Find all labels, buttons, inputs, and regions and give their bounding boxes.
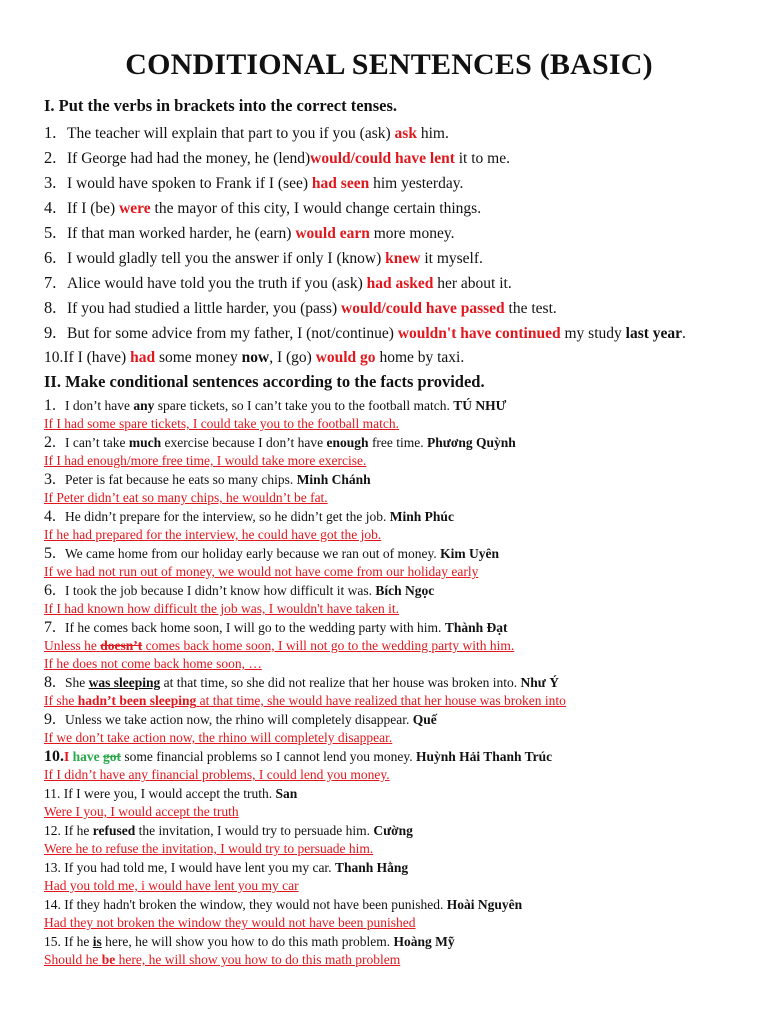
student-name: Thành Đạt	[444, 620, 508, 635]
s2-answer-9: If we don’t take action now, the rhino will completely disappear.	[44, 730, 393, 745]
answer: had seen	[311, 175, 370, 192]
s2-item-13: 13. If you had told me, I would have lent you my car. Thanh Hằng	[44, 860, 409, 875]
answer: would earn	[295, 225, 370, 242]
s1-item-3: 3. I would have spoken to Frank if I (see) had seen him yesterday.	[44, 173, 464, 192]
s2-item-7: 7. If he comes back home soon, I will go to the wedding party with him. Thành Đạt	[44, 619, 508, 636]
s2-item-5: 5. We came home from our holiday early because we ran out of money. Kim Uyên	[44, 545, 500, 562]
student-name: Bích Ngọc	[375, 583, 435, 598]
s2-item-2: 2. I can’t take much exercise because I don’t have enough free time. Phương Quỳnh	[44, 434, 516, 451]
s2-answer-14: Had they not broken the window they would not have been punished	[44, 915, 416, 930]
s2-item-1: 1. I don’t have any spare tickets, so I can’t take you to the football match. TÚ NHƯ	[44, 397, 507, 414]
answer: knew	[385, 250, 421, 267]
worksheet-page	[44, 48, 734, 969]
student-name: Hoài Nguyên	[446, 897, 523, 912]
s2-answer-4: If he had prepared for the interview, he could have got the job.	[44, 527, 382, 542]
student-name: Hoàng Mỹ	[393, 934, 455, 949]
student-name: Thanh Hằng	[334, 860, 409, 875]
student-name: Minh Phúc	[389, 509, 454, 524]
answer: would/could have passed	[341, 300, 505, 317]
s2-answer-5: If we had not run out of money, we would not have come from our holiday early	[44, 564, 479, 579]
s2-answer-7a: Unless he doesn’t comes back home soon, I will not go to the wedding party with him.	[44, 638, 515, 653]
s2-answer-6: If I had known how difficult the job was, I wouldn't have taken it.	[44, 601, 399, 616]
student-name: Cường	[373, 823, 413, 838]
s2-item-3: 3. Peter is fat because he eats so many chips. Minh Chánh	[44, 471, 371, 488]
s2-item-4: 4. He didn’t prepare for the interview, so he didn’t get the job. Minh Phúc	[44, 508, 454, 525]
s2-item-12: 12. If he refused the invitation, I would try to persuade him. Cường	[44, 823, 413, 838]
s2-item-11: 11. If I were you, I would accept the truth. San	[44, 786, 298, 801]
s2-item-8: 8. She was sleeping at that time, so she did not realize that her house was broken into. Như Ý	[44, 674, 560, 691]
s2-item-9: 9. Unless we take action now, the rhino will completely disappear. Quế	[44, 711, 437, 728]
s2-answer-13: Had you told me, i would have lent you my car	[44, 878, 299, 893]
answer: wouldn't have continued	[397, 325, 561, 342]
s1-item-1: 1. The teacher will explain that part to you if you (ask) ask him.	[44, 123, 449, 142]
page-title: CONDITIONAL SENTENCES (BASIC)	[125, 48, 653, 81]
s2-item-10: 10.I have got some financial problems so I cannot lend you money. Huỳnh Hải Thanh Trúc	[44, 748, 553, 765]
student-name: Như Ý	[520, 675, 560, 690]
student-name: Huỳnh Hải Thanh Trúc	[415, 749, 553, 764]
s2-answer-7b: If he does not come back home soon, …	[44, 656, 262, 671]
answer: were	[119, 200, 151, 217]
answer: would/could have lent	[310, 150, 455, 167]
s1-item-9: 9. But for some advice from my father, I (not/continue) wouldn't have continued my study last year.	[44, 323, 686, 342]
s2-item-14: 14. If they hadn't broken the window, they would not have been punished. Hoài Nguyên	[44, 897, 523, 912]
s2-answer-1: If I had some spare tickets, I could take you to the football match.	[44, 416, 400, 431]
s1-item-8: 8. If you had studied a little harder, you (pass) would/could have passed the test.	[44, 298, 557, 317]
student-name: TÚ NHƯ	[453, 398, 507, 413]
s2-answer-15: Should he be here, he will show you how to do this math problem	[44, 952, 401, 967]
s1-item-10: 10.If I (have) had some money now, I (go) would go home by taxi.	[44, 349, 465, 366]
s2-item-6: 6. I took the job because I didn’t know how difficult it was. Bích Ngọc	[44, 582, 435, 599]
section1-heading: I. Put the verbs in brackets into the correct tenses.	[44, 96, 398, 115]
answer: would go	[315, 349, 376, 366]
s2-answer-11: Were I you, I would accept the truth	[44, 804, 239, 819]
s1-item-5: 5. If that man worked harder, he (earn) would earn more money.	[44, 223, 455, 242]
student-name: Kim Uyên	[440, 546, 500, 561]
s2-item-15: 15. If he is here, he will show you how to do this math problem. Hoàng Mỹ	[44, 934, 455, 949]
s1-item-6: 6. I would gladly tell you the answer if only I (know) knew it myself.	[44, 248, 483, 267]
s2-answer-10: If I didn’t have any financial problems, I could lend you money.	[44, 767, 390, 782]
s2-answer-2: If I had enough/more free time, I would take more exercise.	[44, 453, 367, 468]
answer: had asked	[366, 275, 434, 292]
answer: ask	[394, 125, 417, 142]
s1-item-2: 2. If George had had the money, he (lend)would/could have lent it to me.	[44, 148, 510, 167]
answer: had	[130, 349, 156, 366]
s1-item-7: 7. Alice would have told you the truth if you (ask) had asked her about it.	[44, 273, 512, 292]
student-name: Minh Chánh	[296, 472, 371, 487]
section2-heading: II. Make conditional sentences according to the facts provided.	[44, 372, 485, 391]
s2-answer-3: If Peter didn’t eat so many chips, he wouldn’t be fat.	[44, 490, 328, 505]
s2-answer-12: Were he to refuse the invitation, I would try to persuade him.	[44, 841, 374, 856]
s1-item-4: 4. If I (be) were the mayor of this city, I would change certain things.	[44, 198, 482, 217]
student-name: Phương Quỳnh	[427, 435, 516, 450]
student-name: San	[275, 786, 298, 801]
student-name: Quế	[412, 712, 437, 727]
s2-answer-8: If she hadn’t been sleeping at that time, she would have realized that her house was broken into	[44, 693, 566, 708]
